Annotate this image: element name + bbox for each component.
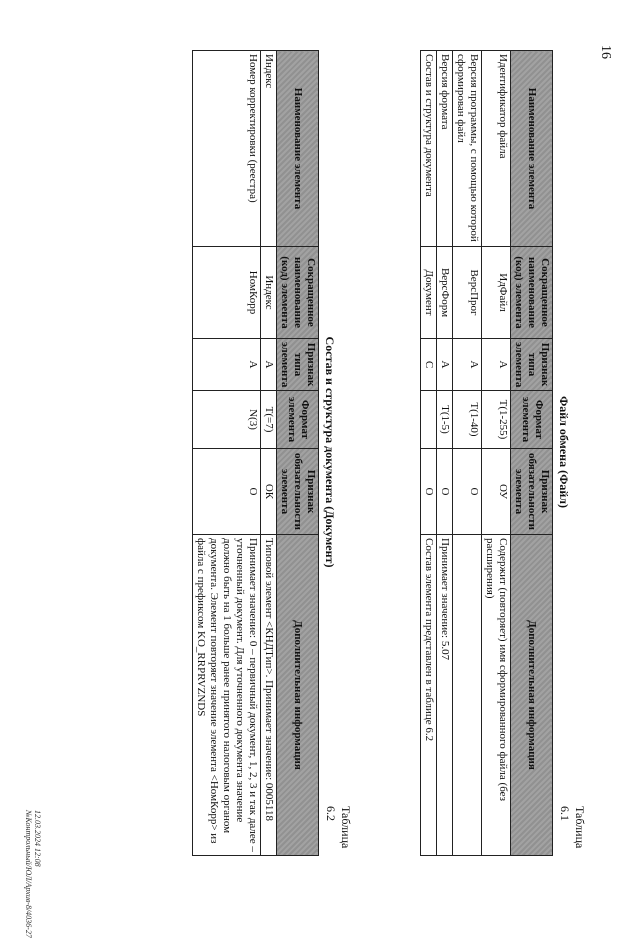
table-cell: А [261, 339, 277, 391]
table-cell: Версия программы, с помощью которой сформирован файл [453, 51, 482, 247]
stamp-reference: №Контрольный/ЮЛ/Архив-8/4036-27 [24, 810, 33, 938]
table-cell: С [421, 339, 437, 391]
page-number: 16 [598, 45, 613, 59]
table-cell: Принимает значение: 0 – первичный документ, 1, 2, 3 и так далее – уточненный документ. Для уточненного документа значение должно быть на 1 больше ранее принятого налоговым органом документа. Элемент повторяет значение элемента <НомКорр> из файла с префиксом KO_RRPRVZNDS [193, 535, 261, 856]
table1-header-cell: Сокращенное наименование (код) элемента [511, 247, 553, 339]
table-cell: ВерсПрог [453, 247, 482, 339]
table2-header-row [277, 51, 319, 856]
table-cell: А [453, 339, 482, 391]
table2-header-cell: Признак типа элемента [277, 339, 319, 391]
table-cell: О [193, 449, 261, 535]
table2-title: Состав и структура документа (Документ) [323, 336, 337, 568]
table-cell: Индекс [261, 51, 277, 247]
table-row [193, 51, 261, 856]
table2-caption: Таблица 6.2 [324, 806, 353, 849]
table-cell: Документ [421, 247, 437, 339]
table1-header-cell: Наименование элемента [511, 51, 553, 247]
table-cell: T(1-5) [437, 391, 453, 449]
table-cell: ОК [261, 449, 277, 535]
table-row [453, 51, 482, 856]
table2-header-cell: Дополнительная информация [277, 535, 319, 856]
table-cell: Типовой элемент <КНДТип>. Принимает значение: 0005118 [261, 535, 277, 856]
rotated-content [123, 42, 593, 862]
table1-caption: Таблица 6.1 [558, 806, 587, 849]
table2-header-cell: Формат элемента [277, 391, 319, 449]
table-cell [421, 391, 437, 449]
table1-title: Файл обмена (Файл) [557, 395, 571, 509]
document-stamp [24, 810, 42, 938]
table1-header-cell: Формат элемента [511, 391, 553, 449]
table1-header-cell: Признак обязательности элемента [511, 449, 553, 535]
table-cell: Индекс [261, 247, 277, 339]
table-cell: Состав и структура документа [421, 51, 437, 247]
table-cell: О [437, 449, 453, 535]
table-cell: Состав элемента представлен в таблице 6.2 [421, 535, 437, 856]
table1-header-row [511, 51, 553, 856]
table-cell: ВерсФорм [437, 247, 453, 339]
table2-header-cell: Признак обязательности элемента [277, 449, 319, 535]
table1-header-cell: Признак типа элемента [511, 339, 553, 391]
table-cell: Идентификатор файла [482, 51, 511, 247]
table-cell: ОУ [482, 449, 511, 535]
table1-header-cell: Дополнительная информация [511, 535, 553, 856]
table-cell: А [437, 339, 453, 391]
table-cell: НомКорр [193, 247, 261, 339]
table2-header-cell: Сокращенное наименование (код) элемента [277, 247, 319, 339]
table-row [261, 51, 277, 856]
table-cell [453, 535, 482, 856]
table2 [192, 50, 319, 856]
table-cell: T(1-40) [453, 391, 482, 449]
table1 [420, 50, 553, 856]
table-cell: Содержит (повторяет) имя сформированного файла (без расширения) [482, 535, 511, 856]
table2-header-cell: Наименование элемента [277, 51, 319, 247]
table-cell: Версия формата [437, 51, 453, 247]
table-cell: О [421, 449, 437, 535]
stamp-date: 12.03.2024 12:08 [33, 810, 42, 867]
table-cell: О [453, 449, 482, 535]
table-row [482, 51, 511, 856]
table-cell: T(1-255) [482, 391, 511, 449]
table-row [437, 51, 453, 856]
table-row [421, 51, 437, 856]
table-cell: А [482, 339, 511, 391]
table-cell: N(3) [193, 391, 261, 449]
table-cell: ИдФайл [482, 247, 511, 339]
table-cell: Принимает значение: 5.07 [437, 535, 453, 856]
table-cell: А [193, 339, 261, 391]
table-cell: Номер корректировки (реестра) [193, 51, 261, 247]
table-cell: T(=7) [261, 391, 277, 449]
